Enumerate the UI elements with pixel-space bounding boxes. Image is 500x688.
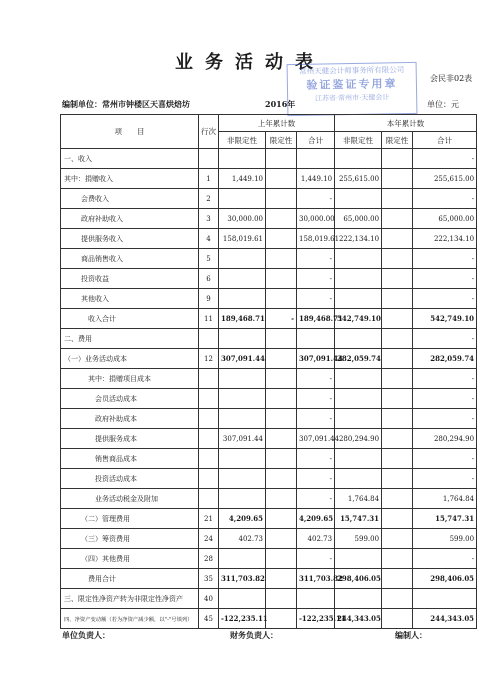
prev-unrestricted-value <box>219 389 266 409</box>
curr-restricted-value <box>382 409 413 429</box>
row-label: 投资活动成本 <box>61 469 199 489</box>
curr-total-value: - <box>413 449 477 469</box>
curr-total-value: 65,000.00 <box>413 209 477 229</box>
curr-unrestricted-value: 255,615.00 <box>335 169 382 189</box>
row-line-no: 5 <box>199 249 219 269</box>
prev-unrestricted-value: 158,019.61 <box>219 229 266 249</box>
table-row <box>61 469 477 489</box>
prev-restricted-value <box>266 269 297 289</box>
curr-total-value: - <box>413 329 477 349</box>
verification-stamp <box>287 62 418 116</box>
prev-unrestricted-value: 311,703.82 <box>219 569 266 589</box>
row-line-no <box>199 329 219 349</box>
curr-unrestricted-value: 222,134.10 <box>335 229 382 249</box>
table-row <box>61 269 477 289</box>
prev-unrestricted-value: 307,091.44 <box>219 349 266 369</box>
prev-total-value: - <box>297 469 335 489</box>
curr-restricted-value <box>382 509 413 529</box>
prev-restricted-value <box>266 569 297 589</box>
curr-restricted-value <box>382 469 413 489</box>
prev-restricted-value <box>266 529 297 549</box>
curr-total-value: 15,747.31 <box>413 509 477 529</box>
curr-unrestricted-value <box>335 249 382 269</box>
curr-restricted-value <box>382 269 413 289</box>
row-label: 政府补助收入 <box>61 209 199 229</box>
prev-total-value: - <box>297 409 335 429</box>
curr-total-value: 599.00 <box>413 529 477 549</box>
curr-restricted-value <box>382 349 413 369</box>
curr-restricted-value <box>382 489 413 509</box>
row-label: 会费收入 <box>61 189 199 209</box>
prev-total-value: - <box>297 289 335 309</box>
row-line-no <box>199 149 219 169</box>
prev-total-value: - <box>297 249 335 269</box>
prev-total-value: 402.73 <box>297 529 335 549</box>
prev-restricted-value <box>266 209 297 229</box>
table-row <box>61 569 477 589</box>
row-line-no <box>199 429 219 449</box>
curr-restricted-value <box>382 229 413 249</box>
prev-unrestricted-value <box>219 469 266 489</box>
curr-unrestricted-value <box>335 149 382 169</box>
prev-restricted-value <box>266 169 297 189</box>
finance-head-signature: 财务负责人： <box>230 630 278 640</box>
header-curr-year: 本年累计数 <box>335 115 477 132</box>
prev-total-value: - <box>297 189 335 209</box>
curr-total-value: - <box>413 409 477 429</box>
row-label: 收入合计 <box>61 309 199 329</box>
curr-total-value: 255,615.00 <box>413 169 477 189</box>
prev-total-value: 158,019.61 <box>297 229 335 249</box>
currency-unit: 单位：元 <box>427 100 459 109</box>
row-line-no: 40 <box>199 589 219 609</box>
prev-unrestricted-value <box>219 369 266 389</box>
curr-total-value: 298,406.05 <box>413 569 477 589</box>
row-line-no: 11 <box>199 309 219 329</box>
row-label: 销售商品成本 <box>61 449 199 469</box>
header-curr-restricted: 限定性 <box>382 132 413 149</box>
curr-total-value: - <box>413 549 477 569</box>
curr-restricted-value <box>382 149 413 169</box>
row-label: （一）业务活动成本 <box>61 349 199 369</box>
prev-unrestricted-value <box>219 409 266 429</box>
prev-restricted-value <box>266 609 297 629</box>
row-label: 费用合计 <box>61 569 199 589</box>
prev-total-value: - <box>297 389 335 409</box>
curr-unrestricted-value: 298,406.05 <box>335 569 382 589</box>
prev-restricted-value <box>266 429 297 449</box>
prev-restricted-value <box>266 189 297 209</box>
table-row <box>61 369 477 389</box>
table-row <box>61 549 477 569</box>
preparing-unit: 编制单位：常州市钟楼区天喜烘焙坊 <box>62 99 190 109</box>
curr-total-value <box>413 589 477 609</box>
curr-unrestricted-value <box>335 469 382 489</box>
table-row <box>61 149 477 169</box>
prev-total-value: -122,235.11 <box>297 609 335 629</box>
row-line-no: 9 <box>199 289 219 309</box>
curr-total-value: - <box>413 189 477 209</box>
prev-total-value: 189,468.71 <box>297 309 335 329</box>
prev-unrestricted-value <box>219 289 266 309</box>
curr-unrestricted-value: 1,764.84 <box>335 489 382 509</box>
prev-total-value: 30,000.00 <box>297 209 335 229</box>
prev-unrestricted-value <box>219 329 266 349</box>
curr-restricted-value <box>382 429 413 449</box>
prev-total-value <box>297 329 335 349</box>
table-row <box>61 169 477 189</box>
prev-unrestricted-value: 1,449.10 <box>219 169 266 189</box>
prev-unrestricted-value: -122,235.11 <box>219 609 266 629</box>
row-line-no: 24 <box>199 529 219 549</box>
curr-restricted-value <box>382 529 413 549</box>
row-line-no: 6 <box>199 269 219 289</box>
row-line-no: 1 <box>199 169 219 189</box>
curr-restricted-value <box>382 169 413 189</box>
row-label: 政府补助成本 <box>61 409 199 429</box>
prev-unrestricted-value <box>219 549 266 569</box>
curr-restricted-value <box>382 289 413 309</box>
prev-unrestricted-value <box>219 589 266 609</box>
prev-total-value: 4,209.65 <box>297 509 335 529</box>
prev-total-value: - <box>297 269 335 289</box>
curr-total-value: - <box>413 149 477 169</box>
prev-total-value: 1,449.10 <box>297 169 335 189</box>
prev-restricted-value <box>266 229 297 249</box>
prev-unrestricted-value: 30,000.00 <box>219 209 266 229</box>
prev-restricted-value <box>266 549 297 569</box>
header-prev-restricted: 限定性 <box>266 132 297 149</box>
row-label: 其他收入 <box>61 289 199 309</box>
prev-unrestricted-value <box>219 489 266 509</box>
stamp-line-1: 常州天健会计师事务所有限公司 <box>299 65 405 76</box>
curr-unrestricted-value <box>335 269 382 289</box>
table-row <box>61 309 477 329</box>
row-label: 提供服务收入 <box>61 229 199 249</box>
row-line-no <box>199 489 219 509</box>
table-row <box>61 229 477 249</box>
curr-unrestricted-value: 15,747.31 <box>335 509 382 529</box>
prev-restricted-value <box>266 449 297 469</box>
table-row <box>61 529 477 549</box>
prev-restricted-value: - <box>266 309 297 329</box>
curr-total-value: 222,134.10 <box>413 229 477 249</box>
row-line-no <box>199 369 219 389</box>
curr-total-value: 244,343.05 <box>413 609 477 629</box>
curr-restricted-value <box>382 589 413 609</box>
prev-restricted-value <box>266 509 297 529</box>
prev-total-value: 311,703.82 <box>297 569 335 589</box>
row-line-no: 12 <box>199 349 219 369</box>
curr-total-value: 1,764.84 <box>413 489 477 509</box>
prev-restricted-value <box>266 289 297 309</box>
row-label: 提供服务成本 <box>61 429 199 449</box>
row-line-no <box>199 469 219 489</box>
header-item: 项 目 <box>61 115 199 149</box>
header-prev-year: 上年累计数 <box>219 115 335 132</box>
stamp-line-2: 验证鉴证专用章 <box>306 77 398 92</box>
row-line-no <box>199 409 219 429</box>
curr-total-value: - <box>413 369 477 389</box>
row-line-no: 21 <box>199 509 219 529</box>
prev-unrestricted-value <box>219 189 266 209</box>
prev-unrestricted-value <box>219 149 266 169</box>
curr-unrestricted-value <box>335 389 382 409</box>
stamp-line-3: 江苏省·常州市·天健会计 <box>314 93 390 103</box>
header-prev-total: 合计 <box>297 132 335 149</box>
curr-restricted-value <box>382 189 413 209</box>
curr-unrestricted-value <box>335 449 382 469</box>
row-label: 商品销售收入 <box>61 249 199 269</box>
curr-unrestricted-value: 280,294.90 <box>335 429 382 449</box>
preparer-signature: 编制人： <box>395 630 427 640</box>
curr-unrestricted-value <box>335 369 382 389</box>
table-row <box>61 489 477 509</box>
prev-total-value: - <box>297 489 335 509</box>
curr-total-value: - <box>413 249 477 269</box>
curr-total-value: - <box>413 289 477 309</box>
prev-unrestricted-value: 4,209.65 <box>219 509 266 529</box>
curr-restricted-value <box>382 569 413 589</box>
prev-restricted-value <box>266 469 297 489</box>
table-row <box>61 409 477 429</box>
curr-total-value: 280,294.90 <box>413 429 477 449</box>
form-code: 会民非02表 <box>430 74 473 83</box>
prev-unrestricted-value: 307,091.44 <box>219 429 266 449</box>
table-row <box>61 349 477 369</box>
row-line-no: 4 <box>199 229 219 249</box>
prev-total-value <box>297 149 335 169</box>
curr-unrestricted-value: 542,749.10 <box>335 309 382 329</box>
row-line-no: 35 <box>199 569 219 589</box>
row-label: （四）其他费用 <box>61 549 199 569</box>
curr-restricted-value <box>382 549 413 569</box>
row-label: 会员活动成本 <box>61 389 199 409</box>
prev-restricted-value <box>266 249 297 269</box>
unit-head-signature: 单位负责人： <box>62 630 110 640</box>
curr-unrestricted-value <box>335 589 382 609</box>
prev-unrestricted-value: 189,468.71 <box>219 309 266 329</box>
prev-restricted-value <box>266 489 297 509</box>
curr-total-value: - <box>413 469 477 489</box>
prev-restricted-value <box>266 389 297 409</box>
curr-total-value: - <box>413 389 477 409</box>
prev-restricted-value <box>266 369 297 389</box>
prev-restricted-value <box>266 149 297 169</box>
prev-unrestricted-value <box>219 449 266 469</box>
curr-unrestricted-value <box>335 409 382 429</box>
row-label: 二、费用 <box>61 329 199 349</box>
curr-restricted-value <box>382 389 413 409</box>
table-row <box>61 429 477 449</box>
curr-unrestricted-value: 599.00 <box>335 529 382 549</box>
prev-total-value <box>297 589 335 609</box>
prev-restricted-value <box>266 329 297 349</box>
prev-total-value: - <box>297 369 335 389</box>
curr-unrestricted-value <box>335 189 382 209</box>
prev-unrestricted-value: 402.73 <box>219 529 266 549</box>
prev-unrestricted-value <box>219 249 266 269</box>
row-line-no: 2 <box>199 189 219 209</box>
curr-restricted-value <box>382 249 413 269</box>
curr-total-value: 542,749.10 <box>413 309 477 329</box>
table-row <box>61 329 477 349</box>
prev-total-value: 307,091.44 <box>297 429 335 449</box>
row-label: 三、限定性净资产转为非限定性净资产 <box>61 589 199 609</box>
curr-unrestricted-value <box>335 289 382 309</box>
table-row <box>61 509 477 529</box>
table-row <box>61 589 477 609</box>
header-curr-unrestricted: 非限定性 <box>335 132 382 149</box>
row-line-no <box>199 389 219 409</box>
curr-unrestricted-value <box>335 329 382 349</box>
table-row <box>61 609 477 629</box>
prev-restricted-value <box>266 589 297 609</box>
prev-total-value: - <box>297 549 335 569</box>
table-row <box>61 209 477 229</box>
curr-unrestricted-value: 244,343.05 <box>335 609 382 629</box>
row-label: 一、收入 <box>61 149 199 169</box>
row-line-no: 45 <box>199 609 219 629</box>
prev-unrestricted-value <box>219 269 266 289</box>
curr-restricted-value <box>382 449 413 469</box>
row-line-no: 28 <box>199 549 219 569</box>
curr-total-value: - <box>413 269 477 289</box>
curr-unrestricted-value: 65,000.00 <box>335 209 382 229</box>
header-prev-unrestricted: 非限定性 <box>219 132 266 149</box>
curr-restricted-value <box>382 609 413 629</box>
row-label: 投资收益 <box>61 269 199 289</box>
header-line-no: 行次 <box>199 115 219 149</box>
row-label: 业务活动税金及附加 <box>61 489 199 509</box>
report-title: 业务活动表 <box>175 52 325 73</box>
curr-restricted-value <box>382 309 413 329</box>
curr-restricted-value <box>382 329 413 349</box>
table-row <box>61 449 477 469</box>
row-label: 其中：捐赠项目成本 <box>61 369 199 389</box>
prev-restricted-value <box>266 409 297 429</box>
curr-unrestricted-value: 282,059.74 <box>335 349 382 369</box>
report-year: 2016年 <box>265 99 296 109</box>
curr-total-value: 282,059.74 <box>413 349 477 369</box>
curr-restricted-value <box>382 209 413 229</box>
prev-total-value: - <box>297 449 335 469</box>
row-line-no <box>199 449 219 469</box>
table-row <box>61 189 477 209</box>
row-label: 四、净资产变动额（若为净资产减少额，以"-"号填列） <box>61 609 199 629</box>
table-row <box>61 249 477 269</box>
row-label: 其中：捐赠收入 <box>61 169 199 189</box>
prev-restricted-value <box>266 349 297 369</box>
header-curr-total: 合计 <box>413 132 477 149</box>
curr-unrestricted-value <box>335 549 382 569</box>
row-line-no: 3 <box>199 209 219 229</box>
row-label: （三）筹资费用 <box>61 529 199 549</box>
table-row <box>61 289 477 309</box>
row-label: （二）管理费用 <box>61 509 199 529</box>
activity-statement-table <box>60 114 477 629</box>
table-row <box>61 389 477 409</box>
curr-restricted-value <box>382 369 413 389</box>
prev-total-value: 307,091.44 <box>297 349 335 369</box>
